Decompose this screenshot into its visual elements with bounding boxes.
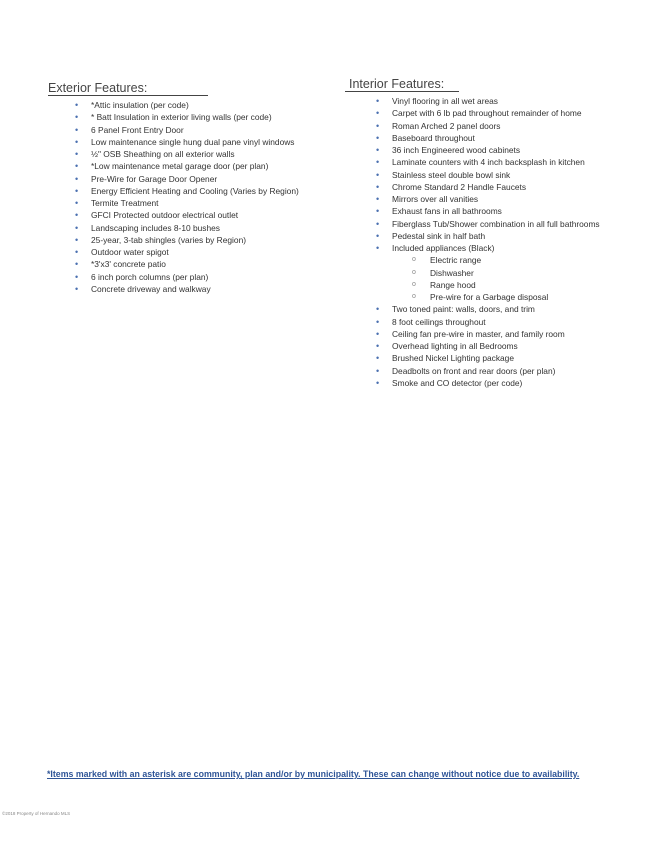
feature-list-item (376, 328, 600, 340)
bullet-icon: • (376, 353, 380, 364)
appliance-list-item (392, 254, 600, 266)
feature-list-item (75, 99, 299, 111)
feature-list-item (75, 222, 299, 234)
feature-text: Outdoor water spigot (91, 247, 169, 257)
feature-text: Mirrors over all vanities (392, 194, 479, 204)
feature-text: Pre-wire for a Garbage disposal (430, 292, 549, 302)
bullet-icon: • (376, 120, 380, 131)
feature-list-item (376, 352, 600, 364)
feature-text: 8 foot ceilings throughout (392, 316, 486, 327)
exterior-features-heading: Exterior Features: (48, 81, 208, 96)
bullet-icon: • (75, 283, 79, 294)
feature-list-item (376, 377, 600, 389)
interior-features-list (376, 95, 600, 389)
bullet-icon: • (376, 96, 380, 106)
feature-text: 25-year, 3-tab shingles (varies by Region) (91, 234, 247, 245)
feature-text: Pedestal sink in half bath (392, 230, 486, 241)
feature-list-item (75, 258, 299, 270)
feature-text: Stainless steel double bowl sink (392, 169, 511, 180)
bullet-icon: • (75, 124, 79, 135)
feature-text: Exhaust fans in all bathrooms (392, 206, 502, 217)
circle-bullet-icon: o (412, 268, 416, 276)
bullet-icon: • (376, 218, 380, 229)
feature-list-item (75, 271, 299, 283)
bullet-icon: • (376, 377, 380, 388)
feature-text: Landscaping includes 8-10 bushes (91, 222, 220, 233)
feature-list-item (376, 205, 600, 217)
appliance-list-item (392, 279, 600, 291)
feature-list-item (376, 218, 600, 230)
feature-text: Range hood (430, 279, 476, 290)
bullet-icon: • (75, 136, 79, 147)
feature-text: 6 Panel Front Entry Door (91, 124, 184, 135)
bullet-icon: • (75, 100, 79, 110)
appliance-list-item (392, 267, 600, 279)
feature-list-item (376, 303, 600, 315)
feature-list-item (376, 242, 600, 254)
bullet-icon: • (376, 341, 380, 351)
feature-list-item (75, 209, 299, 221)
bullet-icon: • (75, 259, 79, 270)
exterior-features-list (75, 99, 299, 295)
feature-text: * Batt Insulation in exterior living walls (per code) (91, 112, 272, 123)
feature-list-item (376, 193, 600, 205)
feature-text: ½" OSB Sheathing on all exterior walls (91, 149, 235, 159)
feature-text: Included appliances (Black) (392, 243, 495, 253)
feature-text: 6 inch porch columns (per plan) (91, 271, 209, 282)
feature-text: Low maintenance single hung dual pane vinyl windows (91, 136, 295, 147)
feature-text: Energy Efficient Heating and Cooling (Varies by Region) (91, 185, 299, 196)
feature-list-item (376, 107, 600, 119)
circle-bullet-icon: o (412, 293, 416, 300)
feature-list-item (376, 156, 600, 168)
feature-text: Two toned paint: walls, doors, and trim (392, 304, 535, 315)
feature-text: Ceiling fan pre-wire in master, and family room (392, 328, 565, 339)
bullet-icon: • (376, 316, 380, 327)
feature-text: Termite Treatment (91, 198, 159, 208)
feature-list-item (75, 136, 299, 148)
feature-text: Dishwasher (430, 267, 474, 278)
feature-list-item (75, 246, 299, 258)
feature-list-item (376, 340, 600, 352)
feature-text: *3'x3' concrete patio (91, 259, 166, 270)
feature-list-item (376, 316, 600, 328)
feature-text: Carpet with 6 lb pad throughout remainder of home (392, 108, 582, 119)
bullet-icon: • (376, 181, 380, 192)
feature-list-item (75, 234, 299, 246)
feature-list-item (376, 365, 600, 377)
feature-text: Laminate counters with 4 inch backsplash in kitchen (392, 157, 585, 168)
feature-text: Baseboard throughout (392, 132, 475, 143)
feature-list-item (75, 111, 299, 123)
feature-text: Concrete driveway and walkway (91, 283, 211, 294)
feature-text: Pre-Wire for Garage Door Opener (91, 173, 218, 184)
bullet-icon: • (376, 108, 380, 119)
feature-text: Overhead lighting in all Bedrooms (392, 341, 518, 351)
bullet-icon: • (75, 247, 79, 257)
bullet-icon: • (75, 234, 79, 245)
feature-list-item (376, 230, 600, 242)
feature-text: *Low maintenance metal garage door (per plan) (91, 161, 269, 172)
feature-list-item (75, 173, 299, 185)
bullet-icon: • (376, 304, 380, 315)
feature-list-item (376, 181, 600, 193)
bullet-icon: • (376, 206, 380, 217)
feature-list-item (75, 197, 299, 209)
feature-text: Smoke and CO detector (per code) (392, 377, 523, 388)
bullet-icon: • (75, 161, 79, 172)
bullet-icon: • (376, 230, 380, 241)
bullet-icon: • (376, 157, 380, 168)
feature-list-item (376, 169, 600, 181)
feature-text: Roman Arched 2 panel doors (392, 120, 501, 131)
feature-text: Deadbolts on front and rear doors (per plan) (392, 365, 556, 376)
feature-text: Brushed Nickel Lighting package (392, 353, 514, 364)
feature-list-item (376, 120, 600, 132)
bullet-icon: • (75, 222, 79, 233)
bullet-icon: • (75, 185, 79, 196)
bullet-icon: • (376, 145, 380, 155)
interior-features-heading: Interior Features: (345, 77, 459, 92)
feature-list-item (376, 144, 600, 156)
feature-text: Fiberglass Tub/Shower combination in all full bathrooms (392, 218, 600, 229)
bullet-icon: • (376, 328, 380, 339)
bullet-icon: • (75, 112, 79, 123)
bullet-icon: • (376, 243, 380, 253)
feature-text: 36 inch Engineered wood cabinets (392, 145, 521, 155)
feature-text: Vinyl flooring in all wet areas (392, 96, 498, 106)
feature-list-item (376, 132, 600, 144)
asterisk-footnote: *Items marked with an asterisk are community, plan and/or by municipality. These can change without notice due to availability. (47, 769, 580, 779)
feature-text: Electric range (430, 255, 482, 266)
feature-text: GFCI Protected outdoor electrical outlet (91, 210, 239, 221)
feature-text: *Attic insulation (per code) (91, 100, 189, 110)
bullet-icon: • (75, 210, 79, 221)
copyright-footer: ©2018 Property of Hernando MLS (2, 811, 71, 816)
feature-text: Chrome Standard 2 Handle Faucets (392, 181, 527, 192)
circle-bullet-icon: o (412, 280, 416, 288)
bullet-icon: • (376, 132, 380, 143)
feature-list-item (75, 185, 299, 197)
circle-bullet-icon: o (412, 256, 416, 264)
appliance-list-item (392, 291, 600, 303)
bullet-icon: • (376, 194, 380, 204)
feature-list-item (75, 148, 299, 160)
feature-list-item (75, 124, 299, 136)
bullet-icon: • (75, 149, 79, 159)
bullet-icon: • (75, 173, 79, 184)
bullet-icon: • (75, 271, 79, 282)
feature-list-item (75, 283, 299, 295)
bullet-icon: • (376, 169, 380, 180)
bullet-icon: • (376, 365, 380, 376)
feature-list-item (376, 95, 600, 107)
bullet-icon: • (75, 198, 79, 208)
feature-list-item (75, 160, 299, 172)
